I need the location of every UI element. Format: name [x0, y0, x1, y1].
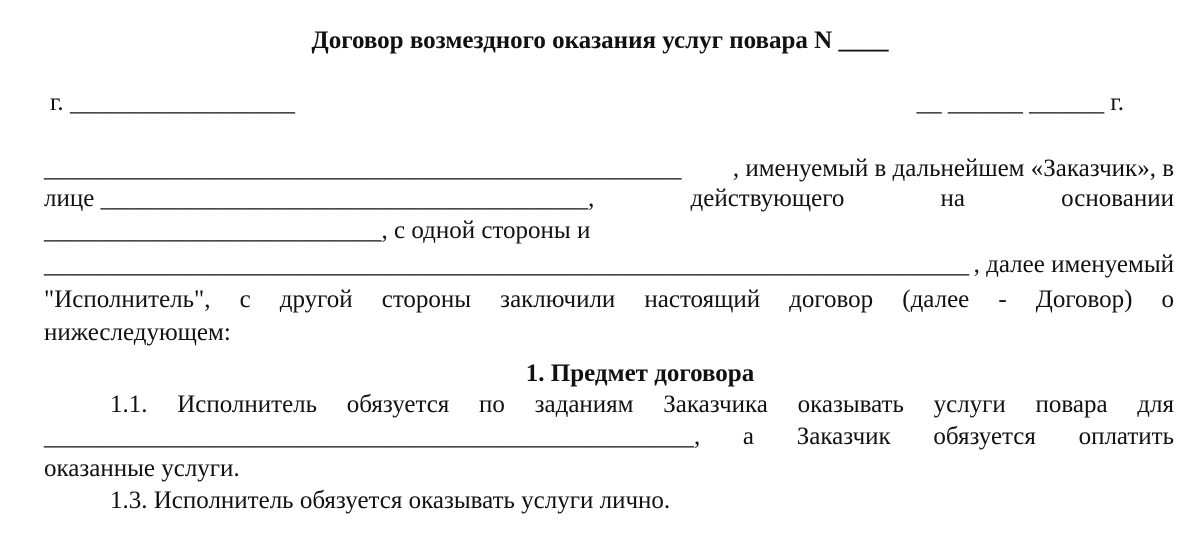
one-side-text: , с одной стороны и	[381, 217, 591, 244]
party2-line1	[44, 250, 1174, 280]
section-heading: 1. Предмет договора	[525, 360, 755, 387]
party1-line1	[44, 154, 1174, 184]
and-word: а	[742, 423, 755, 450]
on-word: на	[940, 185, 965, 212]
face-word: лице	[44, 185, 95, 212]
basis-blank: ___________________________	[44, 217, 382, 244]
hereinafter-text: , далее именуемый	[973, 251, 1174, 278]
basis-word: основании	[1061, 185, 1174, 212]
clause-1-1-line2	[44, 422, 1174, 452]
clause-1-1-line1: 1.1. Исполнитель обязуется по заданиям Заказчика оказывать услуги повара для	[110, 391, 1174, 418]
city-field	[50, 88, 295, 118]
customer-name-blank: ___________________________________________________	[44, 155, 682, 182]
party1-line2	[44, 184, 1174, 214]
obliged-word: обязуется	[933, 423, 1036, 450]
clause-1-3: 1.3. Исполнитель обязуется оказывать услуги лично.	[110, 487, 671, 514]
pay-word: оплатить	[1078, 423, 1174, 450]
party2-line3: нижеследующем:	[44, 319, 231, 346]
city-prefix: г.	[50, 89, 64, 116]
customer-word: Заказчик	[796, 423, 891, 450]
party2-line2: "Исполнитель", с другой стороны заключили настоящий договор (далее - Договор) о	[44, 286, 1174, 313]
city-blank: __________________	[69, 89, 295, 116]
party1-line3	[44, 216, 590, 246]
representative-blank: _______________________________________,	[100, 185, 595, 212]
contractor-name-blank: __________________________________________________________________________	[44, 251, 969, 278]
customer-named-text: , именуемый в дальнейшем «Заказчик», в	[732, 155, 1174, 182]
service-object-blank: ____________________________________________________,	[44, 423, 701, 450]
acting-word: действующего	[690, 185, 845, 212]
date-field: __ ______ ______ г.	[916, 89, 1124, 116]
clause-1-1-line3: оказанные услуги.	[44, 455, 240, 482]
document-title: Договор возмездного оказания услуг повара N ____	[311, 27, 889, 54]
